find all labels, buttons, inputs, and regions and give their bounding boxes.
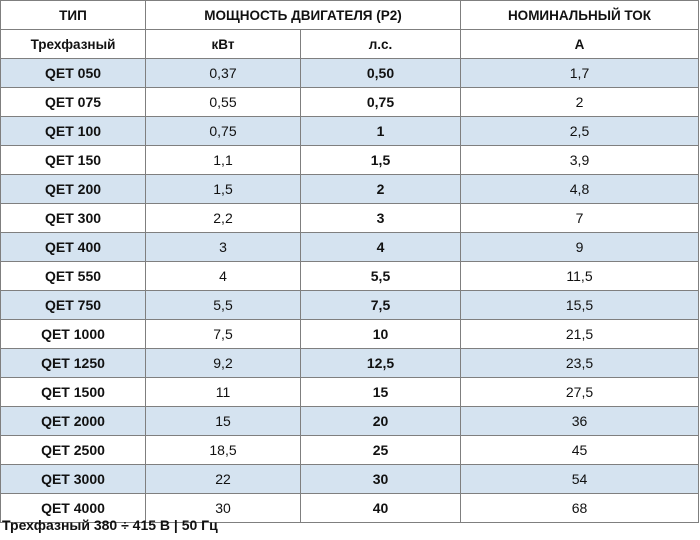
hp-cell: 10 bbox=[301, 320, 461, 349]
kw-cell: 18,5 bbox=[146, 436, 301, 465]
model-cell: QET 1500 bbox=[1, 378, 146, 407]
kw-cell: 7,5 bbox=[146, 320, 301, 349]
kw-cell: 1,1 bbox=[146, 146, 301, 175]
model-cell: QET 200 bbox=[1, 175, 146, 204]
header-row-primary bbox=[1, 1, 699, 30]
kw-cell: 3 bbox=[146, 233, 301, 262]
model-cell: QET 3000 bbox=[1, 465, 146, 494]
amp-cell: 2 bbox=[461, 88, 699, 117]
type-subheader: Трехфазный bbox=[1, 30, 146, 59]
table-row bbox=[1, 436, 699, 465]
spec-table-body bbox=[1, 59, 699, 523]
table-row bbox=[1, 349, 699, 378]
table-row bbox=[1, 117, 699, 146]
hp-cell: 20 bbox=[301, 407, 461, 436]
amp-cell: 15,5 bbox=[461, 291, 699, 320]
table-row bbox=[1, 407, 699, 436]
hp-cell: 4 bbox=[301, 233, 461, 262]
model-cell: QET 100 bbox=[1, 117, 146, 146]
table-row bbox=[1, 465, 699, 494]
power-header: МОЩНОСТЬ ДВИГАТЕЛЯ (P2) bbox=[146, 1, 461, 30]
hp-cell: 7,5 bbox=[301, 291, 461, 320]
table-row bbox=[1, 378, 699, 407]
amp-cell: 27,5 bbox=[461, 378, 699, 407]
kw-cell: 2,2 bbox=[146, 204, 301, 233]
table-row bbox=[1, 262, 699, 291]
amp-cell: 68 bbox=[461, 494, 699, 523]
header-row-units bbox=[1, 30, 699, 59]
kw-cell: 5,5 bbox=[146, 291, 301, 320]
kw-cell: 0,55 bbox=[146, 88, 301, 117]
model-cell: QET 1000 bbox=[1, 320, 146, 349]
model-cell: QET 050 bbox=[1, 59, 146, 88]
power-kw-header: кВт bbox=[146, 30, 301, 59]
spec-table-header bbox=[1, 1, 699, 59]
model-cell: QET 150 bbox=[1, 146, 146, 175]
table-row bbox=[1, 291, 699, 320]
kw-cell: 9,2 bbox=[146, 349, 301, 378]
model-cell: QET 075 bbox=[1, 88, 146, 117]
footnote: Трехфазный 380 ÷ 415 В | 50 Гц bbox=[2, 517, 218, 533]
hp-cell: 40 bbox=[301, 494, 461, 523]
amp-cell: 21,5 bbox=[461, 320, 699, 349]
hp-cell: 1 bbox=[301, 117, 461, 146]
hp-cell: 15 bbox=[301, 378, 461, 407]
kw-cell: 0,37 bbox=[146, 59, 301, 88]
amp-cell: 3,9 bbox=[461, 146, 699, 175]
type-header: ТИП bbox=[1, 1, 146, 30]
hp-cell: 2 bbox=[301, 175, 461, 204]
hp-cell: 30 bbox=[301, 465, 461, 494]
model-cell: QET 4000 bbox=[1, 494, 146, 523]
kw-cell: 11 bbox=[146, 378, 301, 407]
amp-cell: 9 bbox=[461, 233, 699, 262]
amp-cell: 54 bbox=[461, 465, 699, 494]
table-row bbox=[1, 175, 699, 204]
table-row bbox=[1, 204, 699, 233]
amp-cell: 45 bbox=[461, 436, 699, 465]
model-cell: QET 750 bbox=[1, 291, 146, 320]
model-cell: QET 550 bbox=[1, 262, 146, 291]
amp-cell: 36 bbox=[461, 407, 699, 436]
hp-cell: 5,5 bbox=[301, 262, 461, 291]
hp-cell: 12,5 bbox=[301, 349, 461, 378]
amp-cell: 11,5 bbox=[461, 262, 699, 291]
kw-cell: 30 bbox=[146, 494, 301, 523]
amp-cell: 23,5 bbox=[461, 349, 699, 378]
kw-cell: 0,75 bbox=[146, 117, 301, 146]
table-row bbox=[1, 146, 699, 175]
amp-cell: 2,5 bbox=[461, 117, 699, 146]
model-cell: QET 400 bbox=[1, 233, 146, 262]
model-cell: QET 300 bbox=[1, 204, 146, 233]
hp-cell: 3 bbox=[301, 204, 461, 233]
table-row bbox=[1, 59, 699, 88]
model-cell: QET 1250 bbox=[1, 349, 146, 378]
model-cell: QET 2500 bbox=[1, 436, 146, 465]
hp-cell: 25 bbox=[301, 436, 461, 465]
amp-cell: 1,7 bbox=[461, 59, 699, 88]
current-header: НОМИНАЛЬНЫЙ ТОК bbox=[461, 1, 699, 30]
kw-cell: 15 bbox=[146, 407, 301, 436]
amp-cell: 7 bbox=[461, 204, 699, 233]
kw-cell: 1,5 bbox=[146, 175, 301, 204]
hp-cell: 0,50 bbox=[301, 59, 461, 88]
model-cell: QET 2000 bbox=[1, 407, 146, 436]
power-hp-header: л.с. bbox=[301, 30, 461, 59]
table-row bbox=[1, 88, 699, 117]
current-unit-header: А bbox=[461, 30, 699, 59]
amp-cell: 4,8 bbox=[461, 175, 699, 204]
kw-cell: 4 bbox=[146, 262, 301, 291]
table-row bbox=[1, 233, 699, 262]
hp-cell: 1,5 bbox=[301, 146, 461, 175]
hp-cell: 0,75 bbox=[301, 88, 461, 117]
kw-cell: 22 bbox=[146, 465, 301, 494]
table-row bbox=[1, 320, 699, 349]
